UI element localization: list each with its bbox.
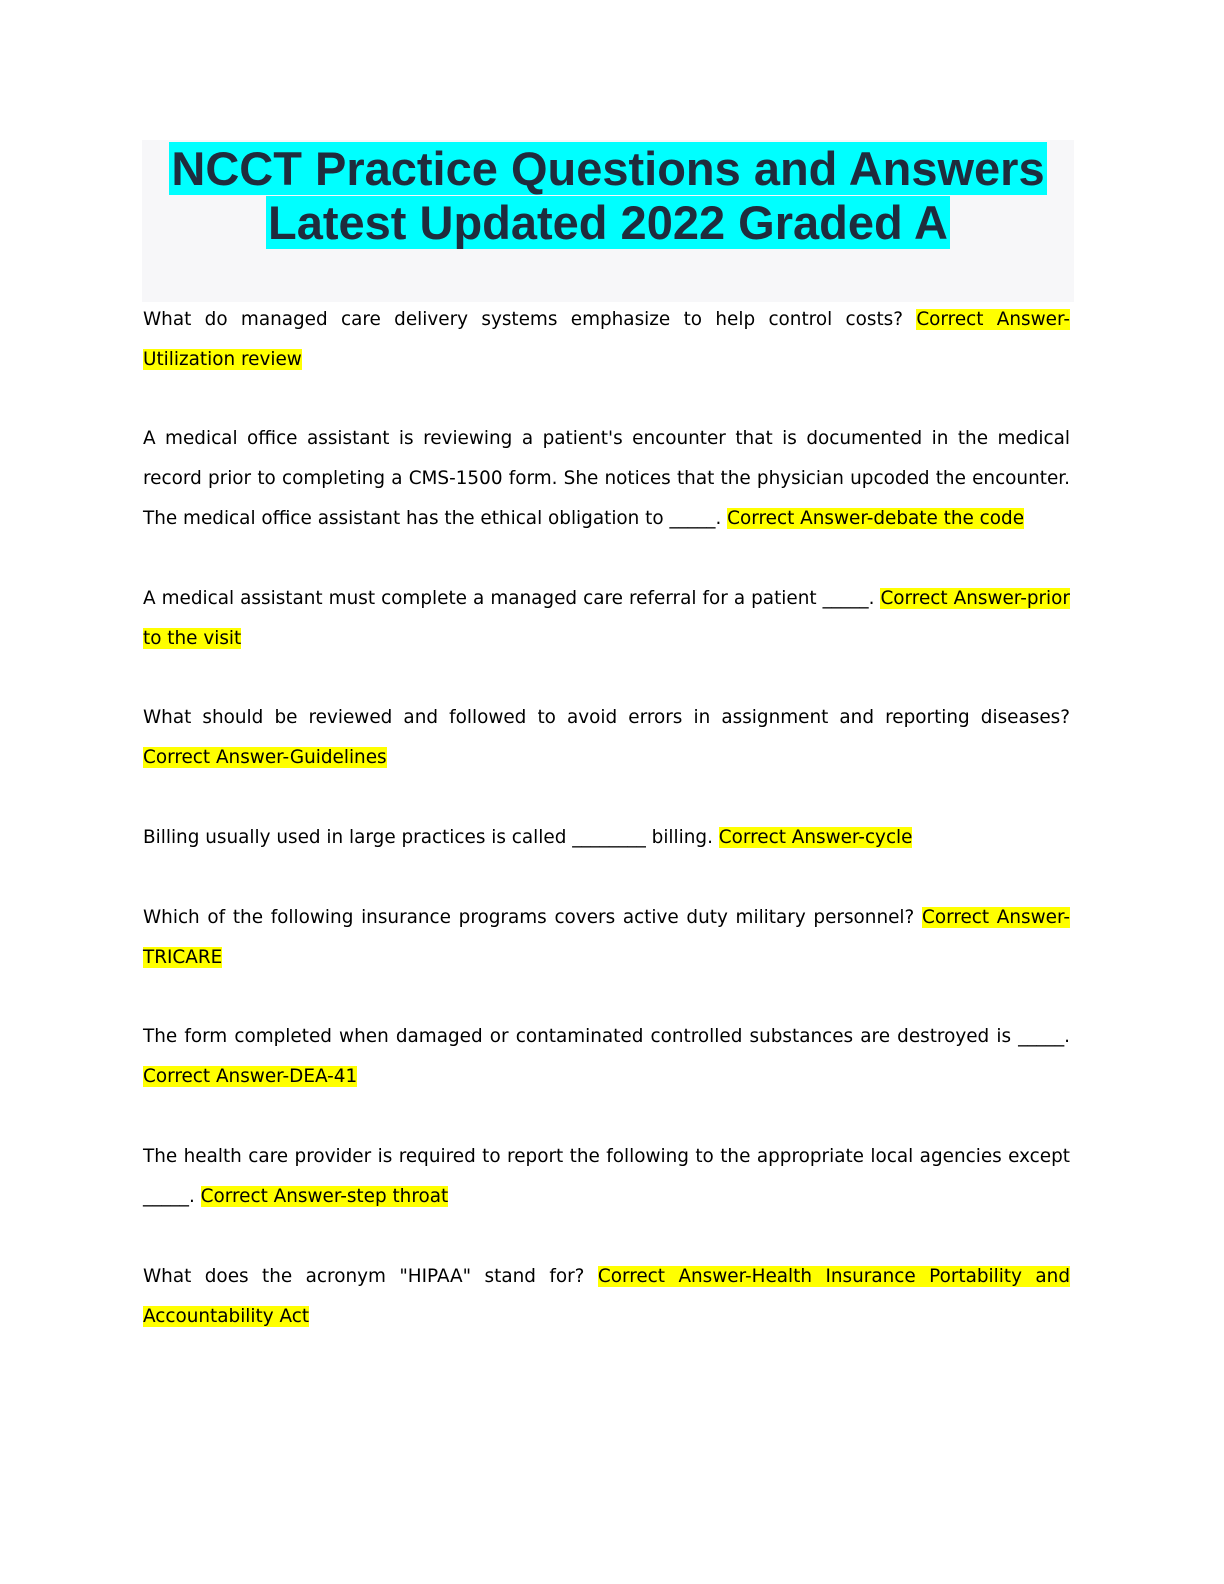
- answer-text: Correct Answer-cycle: [718, 827, 913, 848]
- question-text: What should be reviewed and followed to avoid errors in assignment and reporting diseases?: [143, 707, 1070, 728]
- question-text: What does the acronym "HIPAA" stand for?: [143, 1266, 598, 1287]
- answer-text: Correct Answer-prior to the visit: [143, 588, 1070, 649]
- question-text: What do managed care delivery systems emphasize to help control costs?: [143, 309, 917, 330]
- qa-item-8: [143, 1137, 1070, 1217]
- question-text: Which of the following insurance programs covers active duty military personnel?: [143, 907, 922, 928]
- document-title: [142, 142, 1074, 250]
- qa-item-3: [143, 579, 1070, 659]
- title-line-2: Latest Updated 2022 Graded A: [268, 196, 948, 249]
- qa-item-5: [143, 818, 1070, 858]
- answer-text: Correct Answer-DEA-41: [143, 1066, 358, 1087]
- qa-item-6: [143, 898, 1070, 978]
- answer-text: Correct Answer-Guidelines: [143, 747, 387, 768]
- question-text: Billing usually used in large practices is called ________ billing.: [143, 827, 719, 848]
- answer-text: Correct Answer-Utilization review: [143, 309, 1070, 370]
- question-text: The form completed when damaged or contaminated controlled substances are destroyed is _____.: [143, 1026, 1070, 1047]
- qa-item-9: [143, 1257, 1070, 1337]
- answer-text: Correct Answer-TRICARE: [143, 907, 1070, 968]
- qa-item-7: [143, 1017, 1070, 1097]
- qa-item-4: [143, 698, 1070, 778]
- answer-text: Correct Answer-Health Insurance Portability and Accountability Act: [143, 1266, 1071, 1327]
- answer-text: Correct Answer-debate the code: [727, 508, 1025, 529]
- answer-text: Correct Answer-step throat: [200, 1186, 449, 1207]
- qa-item-1: [143, 300, 1070, 380]
- title-line-1: NCCT Practice Questions and Answers: [171, 142, 1045, 195]
- question-text: A medical office assistant is reviewing a patient's encounter that is documented in the medical record prior to completing a CMS-1500 form. She notices that the physician upcoded the encounter. The medical office assistant has the ethical obligation to _____.: [143, 428, 1070, 529]
- question-text: A medical assistant must complete a managed care referral for a patient _____.: [143, 588, 881, 609]
- qa-item-2: [143, 419, 1070, 539]
- question-text: The health care provider is required to report the following to the appropriate local agencies except _____.: [143, 1146, 1070, 1207]
